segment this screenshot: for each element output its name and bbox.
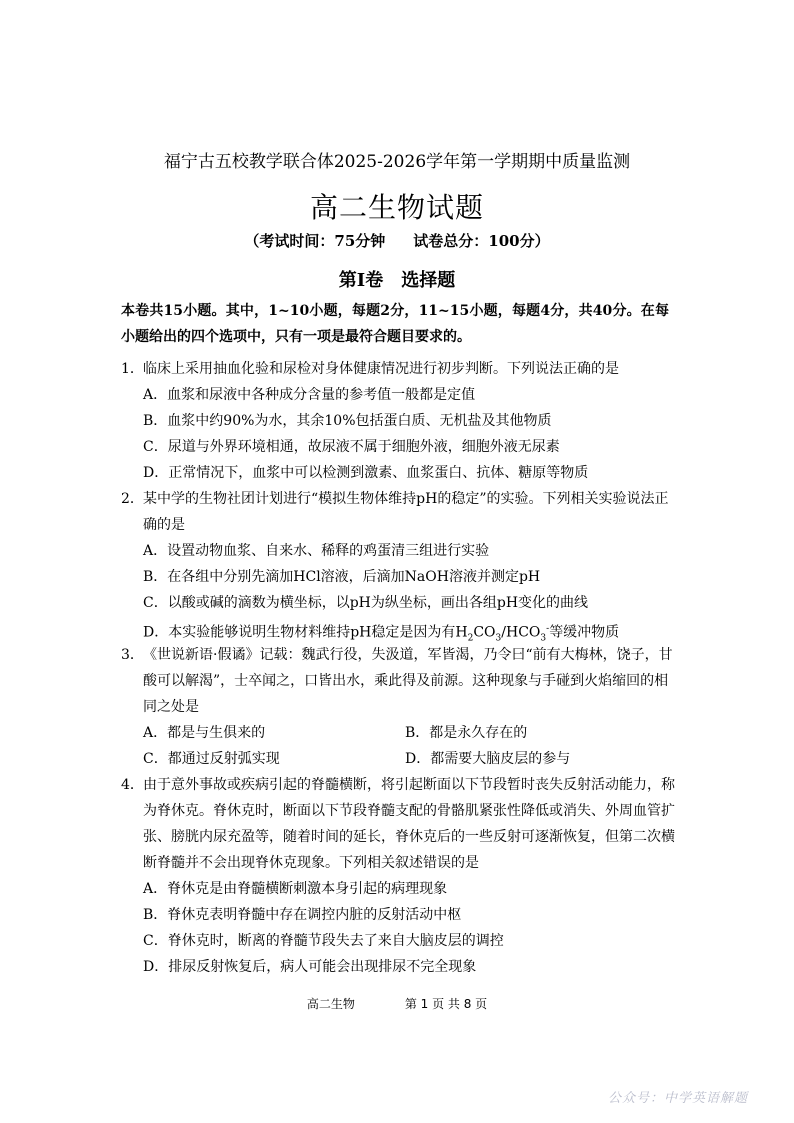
question-text: 某中学的生物社团计划进行“模拟生物体维持pH的稳定”的实验。下列相关实验说法正 [143, 491, 669, 507]
q1-option-a: A．血浆和尿液中各种成分含量的参考值一般都是定值 [143, 387, 476, 403]
section-title: 第Ⅰ卷 选择题 [338, 270, 456, 291]
exam-total: 试卷总分：100分） [413, 232, 550, 250]
question-2-stem [121, 486, 668, 512]
footer-page-number: 第 1 页 共 8 页 [404, 997, 488, 1011]
section-instructions: 本卷共15小题。其中，1~10小题，每题2分，11~15小题，每题4分，共40分。在每小题给出的四个选项中，只有一项是最符合题目要求的。 [121, 303, 669, 345]
question-4-stem [121, 772, 675, 798]
question-4-stem-cont: 断脊髓并不会出现脊休克现象。下列相关叙述错误的是 [143, 855, 479, 871]
q3-option-c: C．都通过反射弧实现 [143, 751, 280, 767]
q1-option-c: C．尿道与外界环境相通，故尿液不属于细胞外液，细胞外液无尿素 [143, 439, 560, 455]
page-title: 高二生物试题 [309, 191, 484, 224]
q3-option-a: A．都是与生俱来的 [143, 725, 266, 741]
question-3-stem [121, 642, 673, 668]
option-text: 等缓冲物质 [549, 624, 620, 641]
question-number: 1． [121, 361, 144, 377]
question-1-stem [121, 356, 619, 382]
question-text: 《世说新语·假谲》记载：魏武行役，失汲道，军皆渴，乃令曰“前有大梅林，饶子，甘 [143, 647, 673, 663]
footer-subject: 高二生物 [306, 997, 355, 1011]
q1-option-d: D．正常情况下，血浆中可以检测到激素、血浆蛋白、抗体、糖原等物质 [143, 465, 589, 481]
question-2-stem-cont: 确的是 [143, 517, 185, 533]
q2-option-a: A．设置动物血浆、自来水、稀释的鸡蛋清三组进行实验 [143, 543, 490, 559]
q4-option-c: C．脊休克时，断离的脊髓节段失去了来自大脑皮层的调控 [143, 933, 504, 949]
q2-option-b: B．在各组中分别先滴加HCl溶液，后滴加NaOH溶液并测定pH [143, 569, 541, 585]
question-4-stem-cont: 张、膀胱内尿充盈等，随着时间的延长，脊休克后的一些反射可逐渐恢复，但第二次横 [143, 829, 675, 845]
formula-part: /HCO [501, 624, 541, 641]
q1-option-b: B．血浆中约90%为水，其余10%包括蛋白质、无机盐及其他物质 [143, 413, 552, 429]
question-3-stem-cont: 同之处是 [143, 699, 199, 715]
question-number: 2． [121, 491, 144, 507]
exam-time: （考试时间：75分钟 [244, 232, 386, 250]
question-text: 临床上采用抽血化验和尿检对身体健康情况进行初步判断。下列说法正确的是 [143, 361, 619, 377]
question-3-stem-cont: 酸可以解渴”，士卒闻之，口皆出水，乘此得及前源。这种现象与手碰到火焰缩回的相 [143, 673, 669, 689]
q4-option-b: B．脊休克表明脊髓中存在调控内脏的反射活动中枢 [143, 907, 462, 923]
question-number: 4． [121, 777, 144, 793]
q3-option-d: D．都需要大脑皮层的参与 [405, 751, 571, 767]
formula-part: CO [473, 624, 496, 641]
exam-header: 福宁古五校教学联合体2025-2026学年第一学期期中质量监测 [163, 152, 631, 172]
page-footer [0, 995, 794, 1012]
q3-option-b: B．都是永久存在的 [405, 725, 528, 741]
subscript: 2 [467, 633, 474, 644]
watermark: 公众号：中学英语解题 [607, 1091, 748, 1106]
question-number: 3． [121, 647, 144, 663]
q4-option-d: D．排尿反射恢复后，病人可能会出现排尿不完全现象 [143, 959, 477, 975]
question-4-stem-cont: 为脊休克。脊休克时，断面以下节段脊髓支配的骨骼肌紧张性降低或消失、外周血管扩 [143, 803, 675, 819]
superscript: - [546, 624, 550, 634]
exam-info [0, 230, 794, 251]
subscript: 3 [495, 633, 502, 644]
q4-option-a: A．脊休克是由脊髓横断刺激本身引起的病理现象 [143, 881, 448, 897]
q2-option-c: C．以酸或碱的滴数为横坐标，以pH为纵坐标，画出各组pH变化的曲线 [143, 595, 589, 611]
option-text: D．本实验能够说明生物材料维持pH稳定是因为有H [143, 624, 468, 641]
question-text: 由于意外事故或疾病引起的脊髓横断，将引起断面以下节段暂时丧失反射活动能力，称 [143, 777, 675, 793]
subscript: 3 [540, 633, 547, 644]
